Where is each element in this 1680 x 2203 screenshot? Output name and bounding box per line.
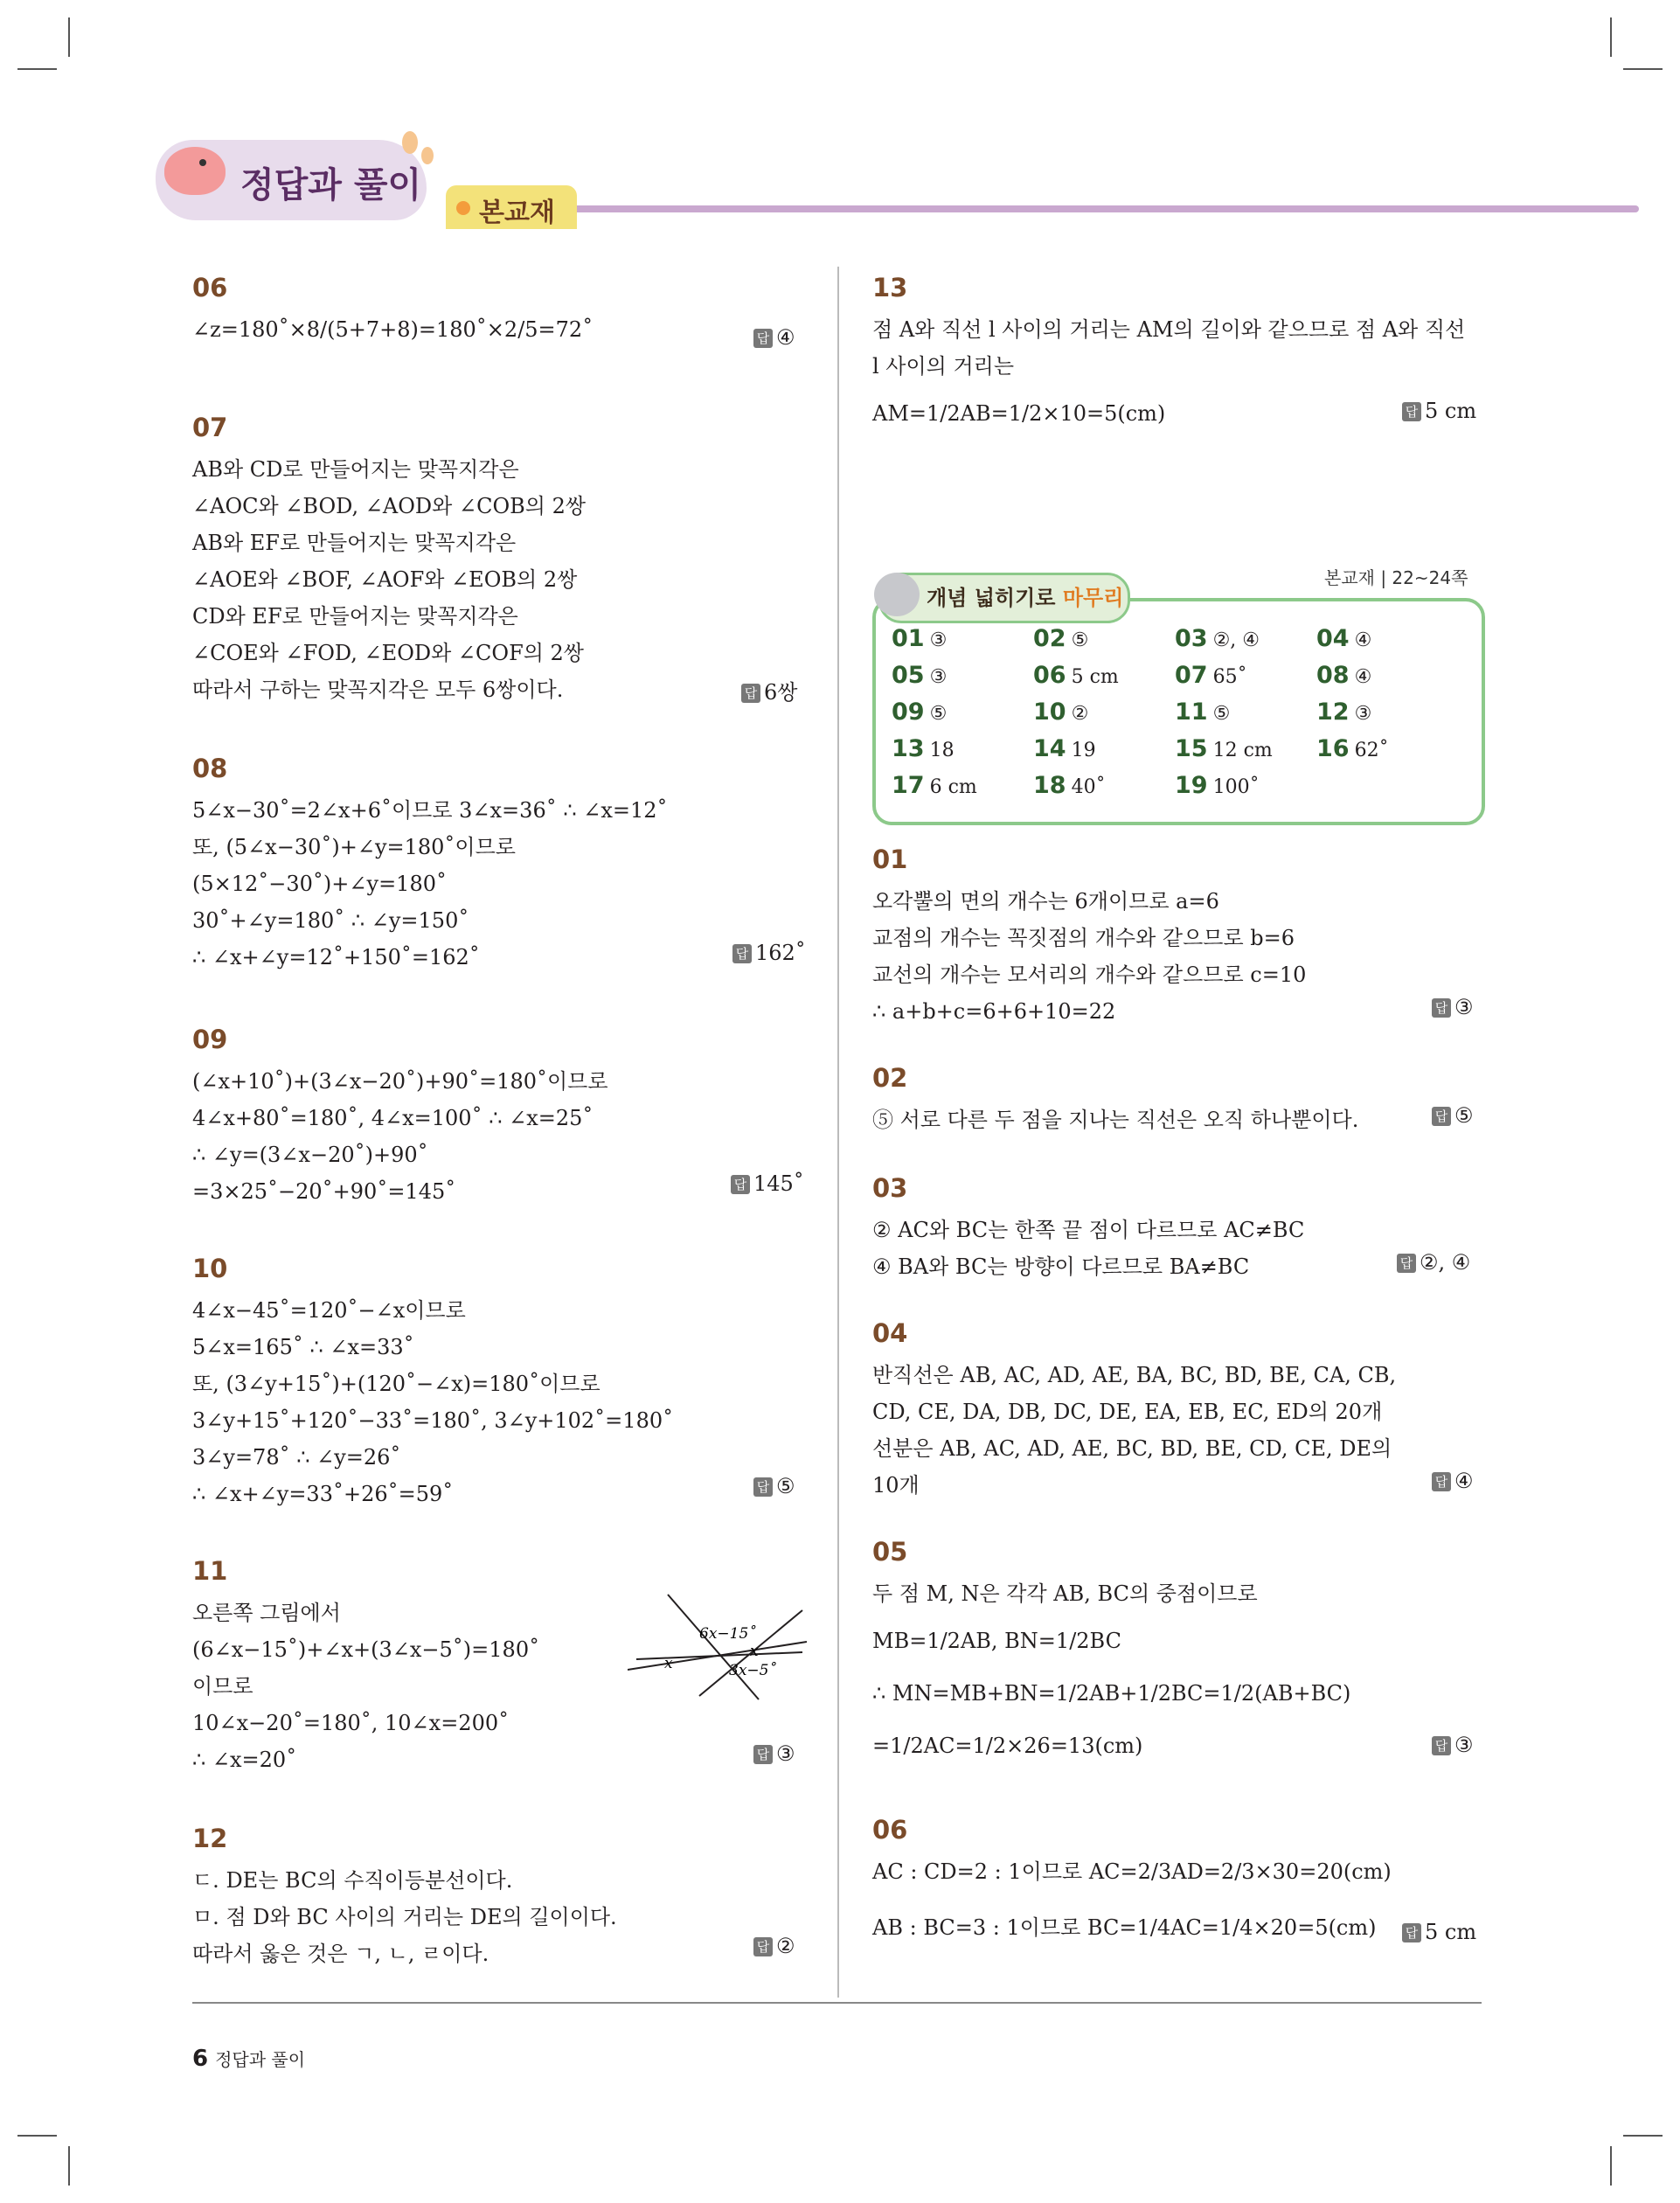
crop-mark — [1623, 2135, 1663, 2137]
page-footer — [192, 2046, 305, 2072]
problem-number: 12 — [192, 1824, 228, 1853]
elephant-icon — [874, 573, 920, 616]
solution-line: 교점의 개수는 꼭짓점의 개수와 같으므로 b=6 — [872, 926, 1295, 950]
solution-line: 또, (5∠x−30˚)+∠y=180˚이므로 — [192, 835, 516, 859]
answer-mark-icon: 답 — [753, 1745, 773, 1764]
problem-number: 09 — [192, 1025, 228, 1054]
solution-line: ∠AOE와 ∠BOF, ∠AOF와 ∠EOB의 2쌍 — [192, 567, 578, 592]
summary-item: 19 100˚ — [1175, 772, 1260, 799]
solution-line: CD, CE, DA, DB, DC, DE, EA, EB, EC, ED의 20개 — [872, 1400, 1383, 1424]
summary-item: 02 ⑤ — [1033, 625, 1089, 652]
answer-08: 답 162˚ — [732, 941, 806, 965]
solution-line: 반직선은 AB, AC, AD, AE, BA, BC, BD, BE, CA, CB, — [872, 1363, 1397, 1387]
answer-mark-icon: 답 — [1432, 998, 1451, 1018]
problem-number: 10 — [192, 1254, 228, 1283]
solution-line: 오각뿔의 면의 개수는 6개이므로 a=6 — [872, 889, 1219, 914]
solution-line: 이므로 — [192, 1674, 253, 1699]
solution-line: AB : BC=3 : 1이므로 BC=1/4AC=1/4×20=5(cm) — [872, 1915, 1377, 1940]
box-page-ref: 본교재 | 22~24쪽 — [1324, 567, 1468, 588]
answer-mark-icon: 답 — [1402, 1923, 1421, 1942]
solution-line: ∠z=180˚×8/(5+7+8)=180˚×2/5=72˚ — [192, 317, 594, 342]
summary-item: 16 62˚ — [1316, 735, 1389, 762]
solution-line: 오른쪽 그림에서 — [192, 1601, 341, 1625]
solution-line: 3∠y=78˚ ∴ ∠y=26˚ — [192, 1445, 401, 1470]
summary-item: 08 ④ — [1316, 662, 1372, 689]
summary-item: 04 ④ — [1316, 625, 1372, 652]
solution-line: 4∠x+80˚=180˚, 4∠x=100˚ ∴ ∠x=25˚ — [192, 1106, 594, 1130]
solution-line: ② AC와 BC는 한쪽 끝 점이 다르므로 AC≠BC — [872, 1218, 1305, 1242]
solution-line: AM=1/2AB=1/2×10=5(cm) — [872, 401, 1166, 426]
answer-mark-icon: 답 — [741, 684, 760, 703]
crop-mark — [68, 2146, 70, 2186]
whale-eye-icon — [199, 159, 206, 166]
answer-07: 답 6쌍 — [741, 675, 797, 705]
summary-item: 18 40˚ — [1033, 772, 1106, 799]
answer-13: 답 5 cm — [1402, 399, 1476, 423]
solution-09 — [192, 1025, 822, 1210]
answer-10: 답 ⑤ — [753, 1474, 795, 1498]
problem-number: 13 — [872, 273, 908, 302]
problem-number: 11 — [192, 1556, 228, 1586]
solution-line: l 사이의 거리는 — [872, 354, 1015, 379]
crop-mark — [1610, 2146, 1612, 2186]
footer-label: 정답과 풀이 — [215, 2049, 306, 2070]
answer-mark-icon: 답 — [731, 1175, 750, 1194]
answer-09: 답 145˚ — [731, 1171, 804, 1196]
header-title: 정답과 풀이 — [240, 165, 422, 205]
answer-mark-icon: 답 — [1397, 1254, 1416, 1273]
summary-item: 10 ② — [1033, 698, 1089, 726]
solution-line: ⑤ 서로 다른 두 점을 지나는 직선은 오직 하나뿐이다. — [872, 1108, 1359, 1132]
answer-06: 답 ④ — [753, 325, 795, 350]
tab-dot-icon — [456, 201, 470, 215]
answer-mark-icon: 답 — [1402, 402, 1421, 421]
solution-line: CD와 EF로 만들어지는 맞꼭지각은 — [192, 604, 518, 629]
answer-mark-icon: 답 — [753, 1477, 773, 1497]
page-number: 6 — [192, 2046, 209, 2072]
solution-line: 5∠x=165˚ ∴ ∠x=33˚ — [192, 1335, 414, 1359]
problem-number: 07 — [192, 413, 228, 442]
summary-item: 14 19 — [1033, 735, 1096, 762]
solution-line: 선분은 AB, AC, AD, AE, BC, BD, BE, CD, CE, DE의 — [872, 1436, 1392, 1461]
solution-line: (5×12˚−30˚)+∠y=180˚ — [192, 872, 447, 896]
problem-number: 06 — [192, 273, 228, 302]
solution-line: AB와 CD로 만들어지는 맞꼭지각은 — [192, 457, 519, 482]
solution-line: =1/2AC=1/2×26=13(cm) — [872, 1734, 1143, 1758]
summary-item: 13 18 — [892, 735, 955, 762]
solution-line: (∠x+10˚)+(3∠x−20˚)+90˚=180˚이므로 — [192, 1069, 608, 1094]
solution-line: 또, (3∠y+15˚)+(120˚−∠x)=180˚이므로 — [192, 1372, 600, 1396]
solution-line: ∴ ∠x=20˚ — [192, 1748, 297, 1772]
solution-13 — [872, 273, 1484, 432]
solution-line: ∠AOC와 ∠BOD, ∠AOD와 ∠COB의 2쌍 — [192, 494, 587, 518]
summary-item: 11 ⑤ — [1175, 698, 1231, 726]
crop-mark — [1623, 68, 1663, 70]
summary-item: 03 ②, ④ — [1175, 625, 1260, 652]
leaf-icon — [421, 147, 434, 164]
answer-r01: 답 ③ — [1432, 995, 1474, 1019]
solution-line: 30˚+∠y=180˚ ∴ ∠y=150˚ — [192, 908, 469, 933]
summary-item: 06 5 cm — [1033, 662, 1119, 689]
solution-line: MB=1/2AB, BN=1/2BC — [872, 1629, 1121, 1653]
figure-label: x — [664, 1655, 673, 1672]
whale-icon — [164, 147, 226, 195]
solution-line: 교선의 개수는 모서리의 개수와 같으므로 c=10 — [872, 963, 1307, 987]
solution-10 — [192, 1254, 822, 1512]
solution-line: 10∠x−20˚=180˚, 10∠x=200˚ — [192, 1711, 510, 1735]
solution-line: ㄷ. DE는 BC의 수직이등분선이다. — [192, 1868, 513, 1893]
solution-line: ∠COE와 ∠FOD, ∠EOD와 ∠COF의 2쌍 — [192, 641, 584, 665]
answer-mark-icon: 답 — [753, 1937, 773, 1956]
review-01 — [872, 844, 1484, 1030]
solution-12 — [192, 1824, 822, 1972]
answer-r03: 답 ②, ④ — [1397, 1250, 1470, 1275]
review-02 — [872, 1063, 1484, 1138]
solution-line: =3×25˚−20˚+90˚=145˚ — [192, 1179, 456, 1204]
solution-line: ∴ ∠y=(3∠x−20˚)+90˚ — [192, 1143, 428, 1167]
figure-label: 6x−15˚ — [699, 1625, 756, 1643]
summary-item: 12 ③ — [1316, 698, 1372, 726]
header-tab-label: 본교재 — [479, 198, 555, 228]
problem-number: 06 — [872, 1815, 908, 1845]
crop-mark — [17, 68, 57, 70]
solution-line: 10개 — [872, 1473, 920, 1498]
answer-mark-icon: 답 — [1432, 1736, 1451, 1755]
summary-item: 15 12 cm — [1175, 735, 1273, 762]
solution-line: 5∠x−30˚=2∠x+6˚이므로 3∠x=36˚ ∴ ∠x=12˚ — [192, 798, 668, 823]
review-04 — [872, 1318, 1484, 1504]
summary-item: 05 ③ — [892, 662, 948, 689]
column-divider — [837, 267, 839, 1998]
answer-mark-icon: 답 — [1432, 1107, 1451, 1126]
summary-item: 07 65˚ — [1175, 662, 1247, 689]
solution-11 — [192, 1556, 612, 1778]
header-rule — [559, 205, 1639, 212]
summary-box-title: 개념 넓히기로 마무리 — [927, 586, 1124, 610]
crop-mark — [17, 2135, 57, 2137]
answer-mark-icon: 답 — [753, 329, 773, 348]
answer-12: 답 ② — [753, 1934, 795, 1958]
solution-line: 3∠y+15˚+120˚−33˚=180˚, 3∠y+102˚=180˚ — [192, 1408, 674, 1433]
answer-r05: 답 ③ — [1432, 1733, 1474, 1757]
answer-11: 답 ③ — [753, 1741, 795, 1766]
solution-line: ∴ ∠x+∠y=33˚+26˚=59˚ — [192, 1482, 454, 1506]
answer-r04: 답 ④ — [1432, 1469, 1474, 1493]
problem-number: 08 — [192, 754, 228, 783]
summary-item: 09 ⑤ — [892, 698, 948, 726]
solution-line: 두 점 M, N은 각각 AB, BC의 중점이므로 — [872, 1581, 1258, 1606]
review-03 — [872, 1173, 1484, 1285]
answer-mark-icon: 답 — [1432, 1472, 1451, 1491]
problem-number: 04 — [872, 1318, 908, 1348]
angle-figure — [628, 1591, 807, 1705]
solution-line: ㅁ. 점 D와 BC 사이의 거리는 DE의 길이이다. — [192, 1905, 617, 1929]
answer-r06: 답 5 cm — [1402, 1920, 1476, 1944]
solution-line: 점 A와 직선 l 사이의 거리는 AM의 길이와 같으므로 점 A와 직선 — [872, 317, 1466, 342]
bottom-rule — [192, 2002, 1482, 2004]
summary-item: 17 6 cm — [892, 772, 977, 799]
review-05 — [872, 1537, 1484, 1764]
leaf-icon — [402, 131, 418, 154]
solution-line: ∴ ∠x+∠y=12˚+150˚=162˚ — [192, 945, 480, 969]
answer-mark-icon: 답 — [732, 944, 752, 963]
solution-line: 따라서 구하는 맞꼭지각은 모두 6쌍이다. — [192, 678, 564, 702]
solution-line: ④ BA와 BC는 방향이 다르므로 BA≠BC — [872, 1254, 1250, 1279]
solution-07 — [192, 413, 804, 708]
solution-line: ∴ a+b+c=6+6+10=22 — [872, 999, 1116, 1024]
summary-item: 01 ③ — [892, 625, 948, 652]
problem-number: 02 — [872, 1063, 908, 1093]
figure-label: 3x−5˚ — [729, 1662, 776, 1679]
solution-line: 따라서 옳은 것은 ㄱ, ㄴ, ㄹ이다. — [192, 1942, 489, 1966]
problem-number: 05 — [872, 1537, 908, 1567]
solution-line: AB와 EF로 만들어지는 맞꼭지각은 — [192, 531, 517, 555]
figure-label: x — [750, 1643, 759, 1660]
solution-line: AC : CD=2 : 1이므로 AC=2/3AD=2/3×30=20(cm) — [872, 1859, 1392, 1884]
problem-number: 01 — [872, 844, 908, 874]
crop-mark — [1610, 17, 1612, 57]
solution-line: ∴ MN=MB+BN=1/2AB+1/2BC=1/2(AB+BC) — [872, 1681, 1351, 1706]
answer-r02: 답 ⑤ — [1432, 1103, 1474, 1128]
solution-08 — [192, 754, 822, 976]
crop-mark — [68, 17, 70, 57]
solution-line: 4∠x−45˚=120˚−∠x이므로 — [192, 1298, 466, 1323]
solution-06 — [192, 273, 804, 348]
problem-number: 03 — [872, 1173, 908, 1203]
solution-line: (6∠x−15˚)+∠x+(3∠x−5˚)=180˚ — [192, 1637, 540, 1662]
